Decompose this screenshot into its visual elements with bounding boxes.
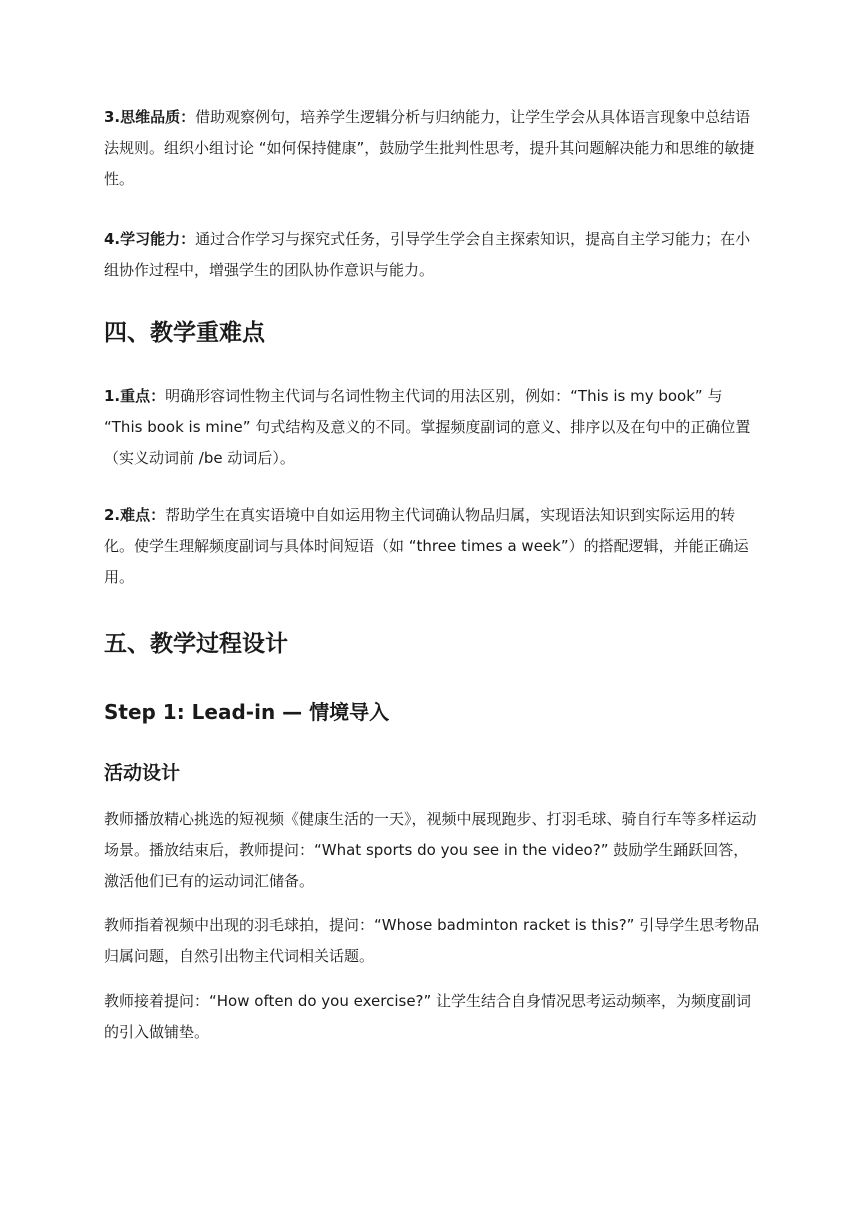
paragraph-thinking-quality bbox=[104, 102, 760, 195]
paragraph-label: 4.学习能力： bbox=[104, 230, 196, 248]
paragraph-text: 帮助学生在真实语境中自如运用物主代词确认物品归属，实现语法知识到实际运用的转化。使学生理解频度副词与具体时间短语（如 “three times a week”）的搭配逻辑，并能正确运用。 bbox=[104, 506, 749, 586]
activity-paragraph-2: 教师指着视频中出现的羽毛球拍，提问：“Whose badminton racket is this?” 引导学生思考物品归属问题，自然引出物主代词相关话题。 bbox=[104, 916, 760, 965]
paragraph-label: 2.难点： bbox=[104, 506, 166, 524]
subheading-activity-design: 活动设计 bbox=[104, 762, 181, 784]
paragraph-text: 借助观察例句，培养学生逻辑分析与归纳能力，让学生学会从具体语言现象中总结语法规则。组织小组讨论 “如何保持健康”，鼓励学生批判性思考，提升其问题解决能力和思维的敏捷性。 bbox=[104, 108, 755, 188]
section-heading-4: 四、教学重难点 bbox=[104, 320, 265, 346]
paragraph-key-points bbox=[104, 381, 760, 474]
paragraph-learning-ability bbox=[104, 224, 760, 286]
paragraph-label: 1.重点： bbox=[104, 387, 166, 405]
paragraph-text: 通过合作学习与探究式任务，引导学生学会自主探索知识，提高自主学习能力；在小组协作过程中，增强学生的团队协作意识与能力。 bbox=[104, 230, 751, 279]
step-heading: Step 1: Lead-in — 情境导入 bbox=[104, 700, 390, 724]
activity-paragraph-1: 教师播放精心挑选的短视频《健康生活的一天》，视频中展现跑步、打羽毛球、骑自行车等多样运动场景。播放结束后，教师提问：“What sports do you see in the video?” 鼓励学生踊跃回答，激活他们已有的运动词汇储备。 bbox=[104, 810, 757, 890]
section-heading-5: 五、教学过程设计 bbox=[104, 631, 288, 657]
paragraph-label: 3.思维品质： bbox=[104, 108, 196, 126]
paragraph-difficult-points bbox=[104, 500, 760, 593]
paragraph-text: 明确形容词性物主代词与名词性物主代词的用法区别，例如：“This is my book” 与 “This book is mine” 句式结构及意义的不同。掌握频度副词的意义、排序以及在句中的正确位置（实义动词前 /be 动词后）。 bbox=[104, 387, 751, 467]
activity-paragraph-3: 教师接着提问：“How often do you exercise?” 让学生结合自身情况思考运动频率，为频度副词的引入做铺垫。 bbox=[104, 992, 752, 1041]
